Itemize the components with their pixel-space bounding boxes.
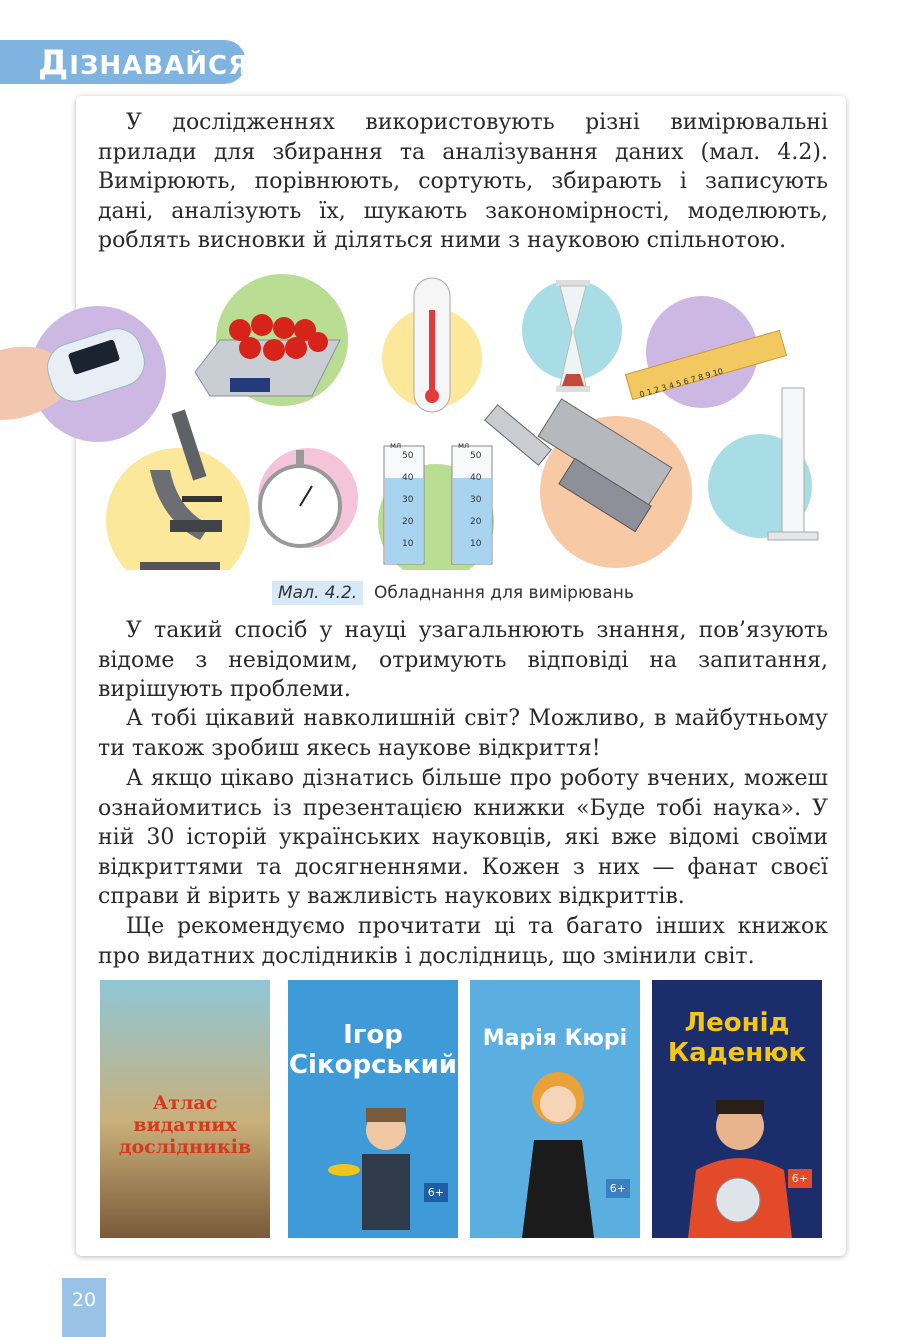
paragraph-4: А якщо цікаво дізнатись більше про роботу вчених, можеш ознайомитись із презентацією книжки «Буде тобі наука». У ній 30 історій українських науковців, які вже відомі своїми відкриттями та досягненнями. Кожен з них — фанат своєї справи й вірить у важливість наукових відкриттів.	[98, 766, 828, 909]
stopwatch-image	[258, 448, 358, 548]
paragraph-1: У дослідженнях використовують різні вимірювальні прилади для збирання та аналізування даних (мал. 4.2). Вимірюють, порівнюють, сортують, збирають і записують дані, аналізують їх, шукають закономірності, моделюють, роблять висновки й діляться ними з науковою спільнотою.	[98, 110, 828, 253]
page-number: 20	[62, 1278, 106, 1337]
svg-text:40: 40	[470, 473, 482, 483]
svg-text:20: 20	[470, 517, 482, 527]
graduated-cylinder-image	[708, 388, 818, 540]
book-cover-curie[interactable]: Марія Кюрі 6+	[470, 980, 640, 1238]
book-cover-kadenyuk[interactable]: Леонід Каденюк 6+	[652, 980, 822, 1238]
svg-text:мл: мл	[458, 441, 470, 450]
svg-text:30: 30	[402, 495, 414, 505]
svg-text:20: 20	[402, 517, 414, 527]
age-badge: 6+	[606, 1179, 630, 1198]
svg-text:0 1 2 3 4 5 6 7 8 9 10: 0 1 2 3 4 5 6 7 8 9 10	[638, 366, 725, 400]
svg-text:10: 10	[470, 539, 482, 549]
svg-text:10: 10	[402, 539, 414, 549]
svg-text:40: 40	[402, 473, 414, 483]
kitchen-scale-image	[195, 274, 348, 406]
figure-caption-text: Обладнання для вимірювань	[374, 583, 634, 603]
figure-caption	[272, 579, 634, 607]
svg-text:мл: мл	[390, 441, 402, 450]
svg-text:50: 50	[402, 451, 414, 461]
paragraph-3: А тобі цікавий навколишній світ? Можливо, в майбутньому ти також зробиш якесь наукове відкриття!	[98, 706, 828, 761]
svg-text:50: 50	[470, 451, 482, 461]
pulse-oximeter-image	[0, 306, 166, 442]
paragraph-2: У такий спосіб у науці узагальнюють знання, пов’язують відоме з невідомим, отримують відповіді на запитання, вирішують проблеми.	[98, 618, 828, 702]
hourglass-image	[522, 280, 622, 392]
svg-text:30: 30	[470, 495, 482, 505]
measuring-cylinders-image	[378, 441, 494, 570]
ruler-image	[626, 296, 787, 408]
book-cover-atlas[interactable]: Атлас видатних дослідників	[100, 980, 270, 1238]
figure-caption-label: Мал. 4.2.	[272, 581, 363, 605]
section-header-title: ДІЗНАВАЙСЯ	[38, 43, 250, 83]
book-cover-sikorsky[interactable]: Ігор Сікорський 6+	[288, 980, 458, 1238]
age-badge: 6+	[788, 1169, 812, 1188]
space-telescope-image	[485, 399, 692, 568]
age-badge: 6+	[424, 1183, 448, 1202]
sikorsky-illustration	[328, 1100, 428, 1230]
figure-measuring-equipment	[0, 270, 924, 570]
book-covers	[96, 980, 826, 1245]
curie-illustration	[514, 1060, 604, 1238]
thermometer-image	[382, 278, 482, 412]
kadenyuk-illustration	[688, 1090, 798, 1238]
paragraph-5: Ще рекомендуємо прочитати ці та багато інших книжок про видатних дослідників і дослідниць, що змінили світ.	[98, 914, 828, 969]
